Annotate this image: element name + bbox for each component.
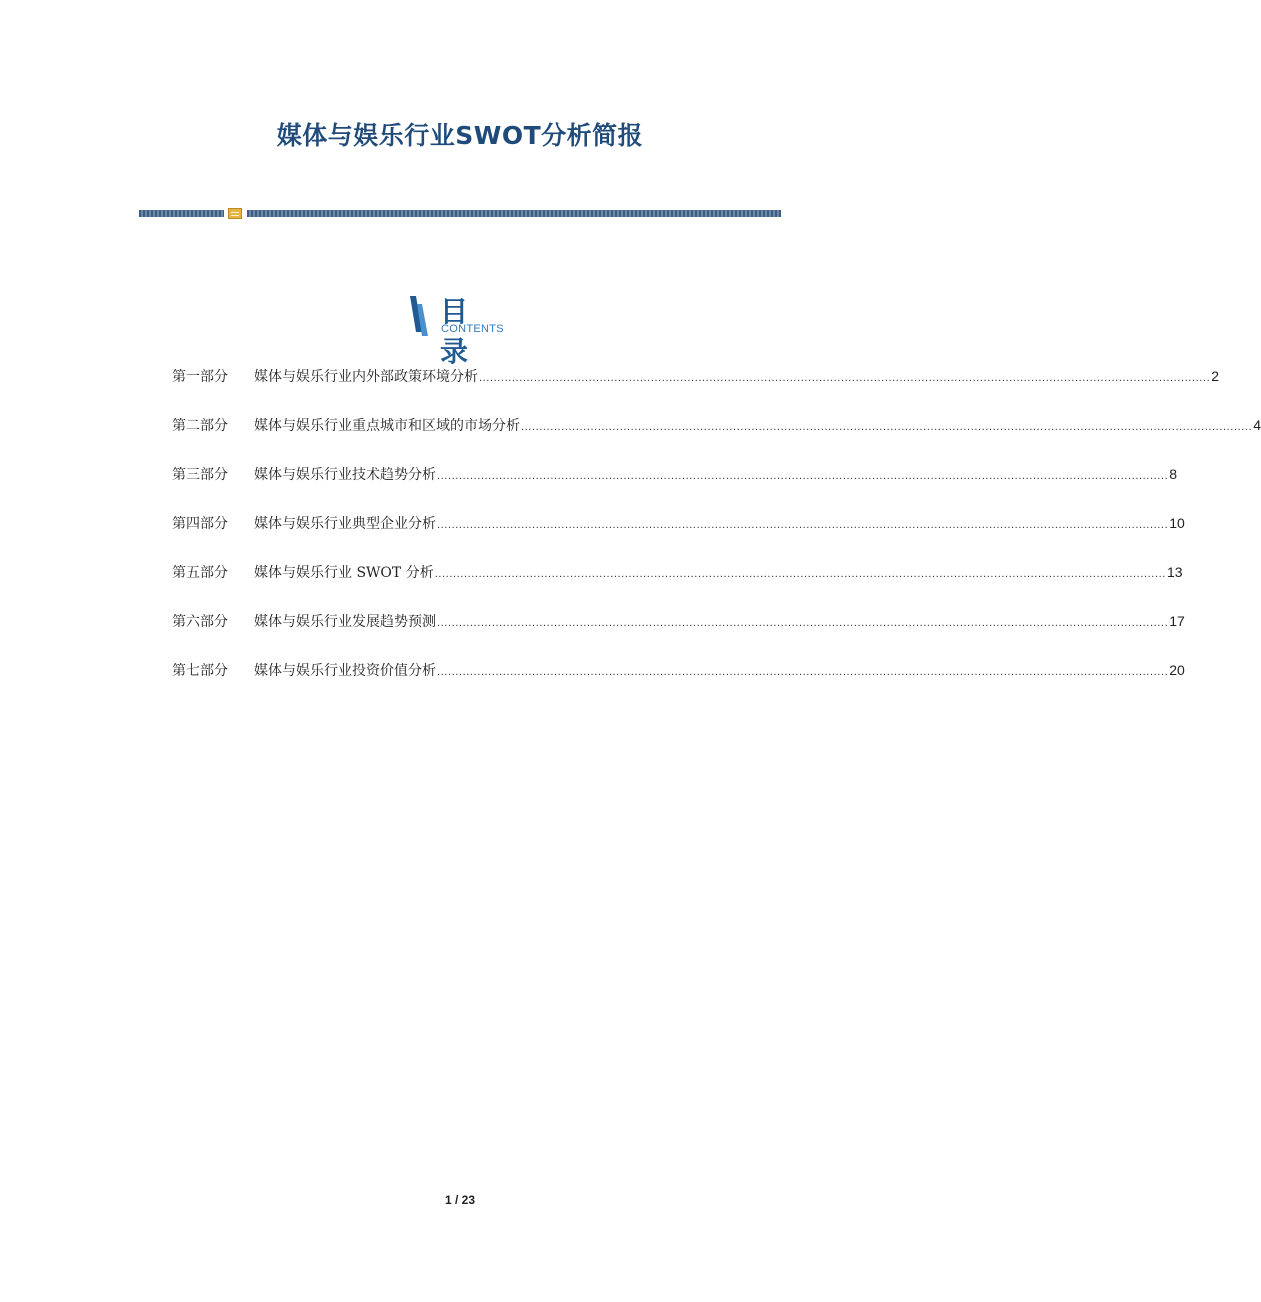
toc-leader-dots: ........................................................................................................................................................................................................ <box>437 519 1169 531</box>
toc-entry-page: 8 <box>1169 466 1178 482</box>
toc-entry-part: 第四部分 <box>172 516 228 532</box>
toc-entry-page: 17 <box>1169 613 1185 629</box>
toc-entry-part: 第二部分 <box>172 418 228 434</box>
toc-leader-dots: ........................................................................................................................................................................................................ <box>479 372 1211 384</box>
toc-subheading: CONTENTS <box>441 323 504 335</box>
toc-leader-dots: ........................................................................................................................................................................................................ <box>434 568 1166 580</box>
divider-ornament-icon <box>228 208 242 219</box>
toc-leader-dots: ........................................................................................................................................................................................................ <box>437 470 1169 482</box>
divider-bar-left <box>139 210 224 217</box>
toc-entry-part: 第五部分 <box>172 565 228 581</box>
toc-entry[interactable] <box>172 562 1183 611</box>
toc-entry-page: 10 <box>1169 515 1185 531</box>
toc-entry[interactable] <box>172 464 1178 513</box>
toc-emblem-icon <box>408 296 428 336</box>
toc-entry-title: 媒体与娱乐行业典型企业分析 <box>254 516 436 532</box>
toc-entry-title: 媒体与娱乐行业投资价值分析 <box>254 663 436 679</box>
toc-entry[interactable] <box>172 611 1185 660</box>
toc-entry-title: 媒体与娱乐行业发展趋势预测 <box>254 614 436 630</box>
toc-entry-title: 媒体与娱乐行业重点城市和区域的市场分析 <box>254 418 520 434</box>
toc-entry[interactable] <box>172 415 1261 464</box>
toc-entry-page: 2 <box>1211 368 1220 384</box>
toc-entry-title: 媒体与娱乐行业 SWOT 分析 <box>254 565 434 581</box>
title-divider <box>139 208 781 219</box>
toc-entry-title: 媒体与娱乐行业内外部政策环境分析 <box>254 369 478 385</box>
toc-entry-part: 第六部分 <box>172 614 228 630</box>
toc-leader-dots: ........................................................................................................................................................................................................ <box>437 666 1169 678</box>
toc-entry[interactable] <box>172 660 1185 709</box>
toc-entry-page: 20 <box>1169 662 1185 678</box>
toc-entry-part: 第七部分 <box>172 663 228 679</box>
toc-entry-title: 媒体与娱乐行业技术趋势分析 <box>254 467 436 483</box>
toc-entry-part: 第一部分 <box>172 369 228 385</box>
toc-header <box>408 292 528 368</box>
toc-heading: 目 录 <box>440 295 477 368</box>
toc-entry-page: 13 <box>1166 564 1183 580</box>
document-title: 媒体与娱乐行业SWOT分析简报 <box>276 121 644 150</box>
toc-entry-page: 4 <box>1253 417 1261 433</box>
page-indicator: 1 / 23 <box>444 1193 476 1207</box>
toc-list <box>172 366 1261 709</box>
toc-leader-dots: ........................................................................................................................................................................................................ <box>521 421 1253 433</box>
divider-bar-right <box>247 210 781 217</box>
toc-entry[interactable] <box>172 366 1220 415</box>
toc-entry-part: 第三部分 <box>172 467 228 483</box>
toc-leader-dots: ........................................................................................................................................................................................................ <box>437 617 1169 629</box>
toc-entry[interactable] <box>172 513 1185 562</box>
